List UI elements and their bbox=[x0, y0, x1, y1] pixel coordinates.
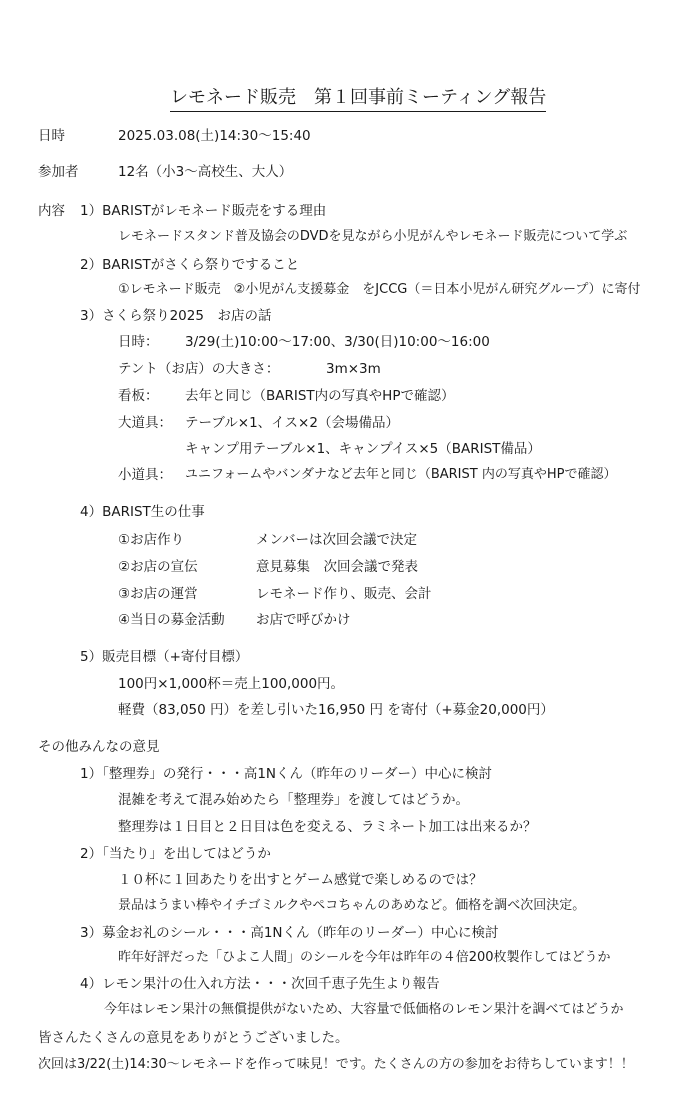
tent-size-value: 3m×3m bbox=[326, 361, 381, 377]
participants-label: 参加者 bbox=[38, 164, 79, 180]
opinions-heading: その他みんなの意見 bbox=[38, 739, 160, 755]
event-datetime-value: 3/29(土)10:00～17:00、3/30(日)10:00～16:00 bbox=[185, 334, 490, 350]
event-datetime-label: 日時： bbox=[118, 334, 159, 350]
opinion-2-heading: 2）「当たり」を出してはどうか bbox=[80, 846, 271, 862]
section-1-body: レモネードスタンド普及協会のDVDを見ながら小児がんやレモネード販売について学ぶ bbox=[118, 229, 628, 244]
signboard-label: 看板： bbox=[118, 388, 159, 404]
date-value: 2025.03.08(土)14:30～15:40 bbox=[118, 128, 311, 144]
section-3-heading: 3）さくら祭り2025 お店の話 bbox=[80, 308, 272, 324]
tent-size-label: テント（お店）の大きさ： bbox=[118, 361, 280, 377]
big-tools-value-1: テーブル×1、イス×2（会場備品） bbox=[185, 415, 399, 431]
section-2-heading: 2）BARISTがさくら祭りですること bbox=[80, 257, 300, 273]
small-tools-label: 小道具： bbox=[118, 467, 172, 483]
opinion-4-heading: 4）レモン果汁の仕入れ方法・・・次回千恵子先生より報告 bbox=[80, 976, 440, 992]
section-5-heading: 5）販売目標（+寄付目標） bbox=[80, 649, 249, 665]
next-meeting-text: 次回は3/22(土)14:30～レモネードを作って味見！です。たくさんの方の参加をお待ちしています！！ bbox=[38, 1057, 634, 1072]
section-4-heading: 4）BARIST生の仕事 bbox=[80, 504, 205, 520]
job-detail: お店で呼びかけ bbox=[256, 612, 351, 628]
job-task: ②お店の宣伝 bbox=[118, 559, 198, 575]
donation-target: 軽費（83,050 円）を差し引いた16,950 円 を寄付（+募金20,000円） bbox=[118, 702, 554, 718]
signboard-value: 去年と同じ（BARIST内の写真やHPで確認） bbox=[185, 388, 455, 404]
opinion-1-line-1: 混雑を考えて混み始めたら「整理券」を渡してはどうか。 bbox=[118, 792, 469, 808]
opinion-2-line-1: １０杯に１回あたりを出すとゲーム感覚で楽しめるのでは？ bbox=[118, 872, 483, 888]
job-task: ③お店の運営 bbox=[118, 586, 198, 602]
job-detail: 意見募集 次回会議で発表 bbox=[256, 559, 418, 575]
opinion-1-line-2: 整理券は１日目と２日目は色を変える、ラミネート加工は出来るか？ bbox=[118, 819, 537, 835]
thanks-text: 皆さんたくさんの意見をありがとうございました。 bbox=[38, 1030, 349, 1046]
job-task: ①お店作り bbox=[118, 532, 185, 548]
page-title: レモネード販売 第１回事前ミーティング報告 bbox=[170, 86, 546, 112]
participants-value: 12名（小3～高校生、大人） bbox=[118, 164, 293, 180]
date-label: 日時 bbox=[38, 128, 65, 144]
job-task: ④当日の募金活動 bbox=[118, 612, 225, 628]
big-tools-label: 大道具： bbox=[118, 415, 172, 431]
job-detail: レモネード作り、販売、会計 bbox=[256, 586, 432, 602]
big-tools-value-2: キャンプ用テーブル×1、キャンプイス×5（BARIST備品） bbox=[185, 441, 541, 457]
opinion-3-line-1: 昨年好評だった「ひよこ人間」のシールを今年は昨年の４倍200枚製作してはどうか bbox=[118, 950, 611, 965]
opinion-2-line-2: 景品はうまい棒やイチゴミルクやペコちゃんのあめなど。価格を調べ次回決定。 bbox=[118, 898, 586, 913]
opinion-4-line-1: 今年はレモン果汁の無償提供がないため、大容量で低価格のレモン果汁を調べてはどうか bbox=[104, 1002, 624, 1017]
opinion-3-heading: 3）募金お礼のシール・・・高1Nくん（昨年のリーダー）中心に検討 bbox=[80, 925, 499, 941]
sales-target: 100円×1,000杯＝売上100,000円。 bbox=[118, 676, 345, 692]
section-2-body: ①レモネード販売 ②小児がん支援募金 をJCCG（＝日本小児がん研究グループ）に寄付 bbox=[118, 282, 641, 297]
job-detail: メンバーは次回会議で決定 bbox=[256, 532, 418, 548]
small-tools-value: ユニフォームやバンダナなど去年と同じ（BARIST 内の写真やHPで確認） bbox=[185, 467, 617, 482]
content-label: 内容 bbox=[38, 203, 65, 219]
section-1-heading: 1）BARISTがレモネード販売をする理由 bbox=[80, 203, 327, 219]
opinion-1-heading: 1）「整理券」の発行・・・高1Nくん（昨年のリーダー）中心に検討 bbox=[80, 766, 493, 782]
